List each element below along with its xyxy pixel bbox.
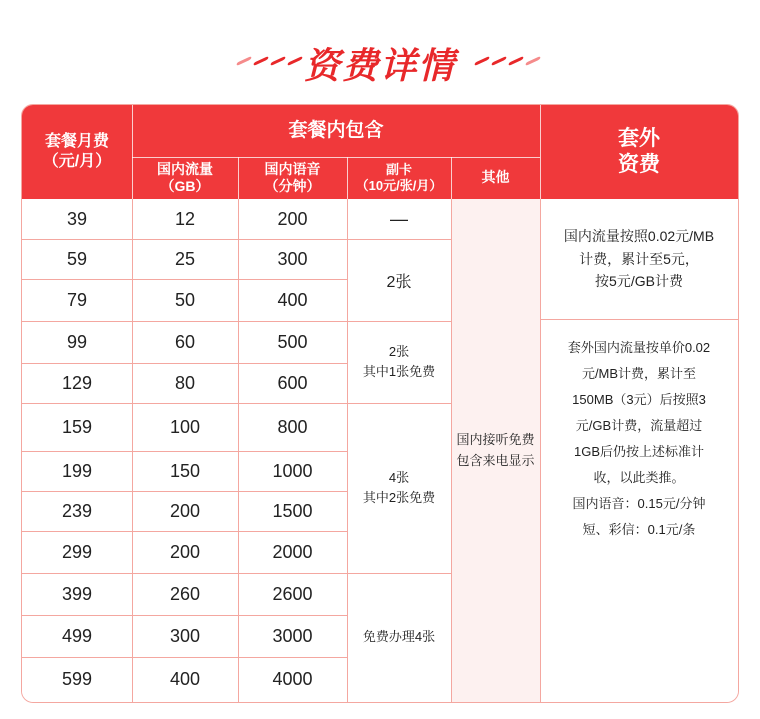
row-voice: 4000 <box>272 669 313 689</box>
row-fee: 129 <box>61 372 93 393</box>
row-data: 100 <box>169 416 201 437</box>
sub-card-cell: 2张 <box>386 273 412 291</box>
grid-line <box>451 199 452 702</box>
row-voice: 400 <box>277 289 308 310</box>
row-data: 260 <box>169 583 201 604</box>
row-fee: 59 <box>66 248 88 269</box>
header-divider <box>540 105 541 199</box>
row-data: 25 <box>174 248 196 269</box>
row-voice: 200 <box>277 208 308 229</box>
grid-line <box>540 199 541 702</box>
sub-card-cell: 免费办理4张 <box>362 629 436 645</box>
header-divider <box>132 157 540 158</box>
grid-line <box>347 199 348 702</box>
header-domestic-data: 国内流量 （GB） <box>132 157 238 199</box>
grid-line <box>540 319 738 320</box>
grid-line <box>22 615 347 616</box>
row-fee: 159 <box>61 416 93 437</box>
row-data: 150 <box>169 460 201 481</box>
row-data: 50 <box>174 289 196 310</box>
grid-line <box>22 279 347 280</box>
row-voice: 800 <box>277 416 308 437</box>
page-title: 资费详情 <box>303 45 456 86</box>
row-data: 12 <box>174 208 196 229</box>
row-voice: 2000 <box>272 541 313 562</box>
row-fee: 599 <box>61 669 93 689</box>
header-included: 套餐内包含 <box>132 105 540 157</box>
row-data: 400 <box>169 669 201 689</box>
grid-line <box>22 491 347 492</box>
row-fee: 399 <box>61 583 93 604</box>
other-cell: 国内接听免费 包含来电显示 <box>456 432 535 468</box>
grid-line <box>22 573 451 574</box>
row-fee: 79 <box>66 289 88 310</box>
header-sub-card: 副卡 （10元/张/月） <box>347 157 451 199</box>
grid-line <box>22 321 451 322</box>
grid-line <box>22 531 347 532</box>
row-fee: 239 <box>61 500 93 521</box>
header-divider <box>238 157 239 199</box>
header-other: 其他 <box>451 157 540 199</box>
row-data: 80 <box>174 372 196 393</box>
row-fee: 199 <box>61 460 93 481</box>
grid-line <box>22 657 347 658</box>
row-voice: 500 <box>277 331 308 352</box>
grid-line <box>22 451 347 452</box>
row-data: 200 <box>169 541 201 562</box>
row-voice: 600 <box>277 372 308 393</box>
header-divider <box>451 157 452 199</box>
row-data: 300 <box>169 625 201 646</box>
overage-data-cell: 国内流量按照0.02元/MB 计费，累计至5元， 按5元/GB计费 <box>563 228 715 290</box>
row-fee: 99 <box>66 331 88 352</box>
sub-card-cell: 4张 其中2张免费 <box>362 469 436 505</box>
tariff-table <box>21 104 739 703</box>
title-decoration-right <box>476 50 544 68</box>
header-domestic-voice: 国内语音 （分钟） <box>238 157 347 199</box>
grid-line <box>22 363 347 364</box>
row-voice: 3000 <box>272 625 313 646</box>
row-fee: 299 <box>61 541 93 562</box>
header-overage: 套外 资费 <box>540 105 738 199</box>
row-voice: 300 <box>277 248 308 269</box>
row-fee: 499 <box>61 625 93 646</box>
overage-detail-cell: 套外国内流量按单价0.02 元/MB计费，累计至 150MB（3元）后按照3 元/GB计费，流量超过 1GB后仍按上述标准计 收，以此类推。 国内语音：0.15元/分钟 短、彩信：0.1元/条 <box>567 340 711 537</box>
row-voice: 2600 <box>272 583 313 604</box>
header-monthly-fee: 套餐月费 （元/月） <box>22 105 132 199</box>
grid-line <box>22 239 451 240</box>
header-divider <box>347 157 348 199</box>
sub-card-cell: 2张 其中1张免费 <box>362 343 436 379</box>
sub-card-cell: — <box>390 208 408 229</box>
row-voice: 1500 <box>272 500 313 521</box>
row-fee: 39 <box>66 208 88 229</box>
row-data: 200 <box>169 500 201 521</box>
header-divider <box>132 105 133 199</box>
title-area <box>0 0 760 100</box>
row-voice: 1000 <box>272 460 313 481</box>
grid-line <box>22 403 451 404</box>
row-data: 60 <box>174 331 196 352</box>
